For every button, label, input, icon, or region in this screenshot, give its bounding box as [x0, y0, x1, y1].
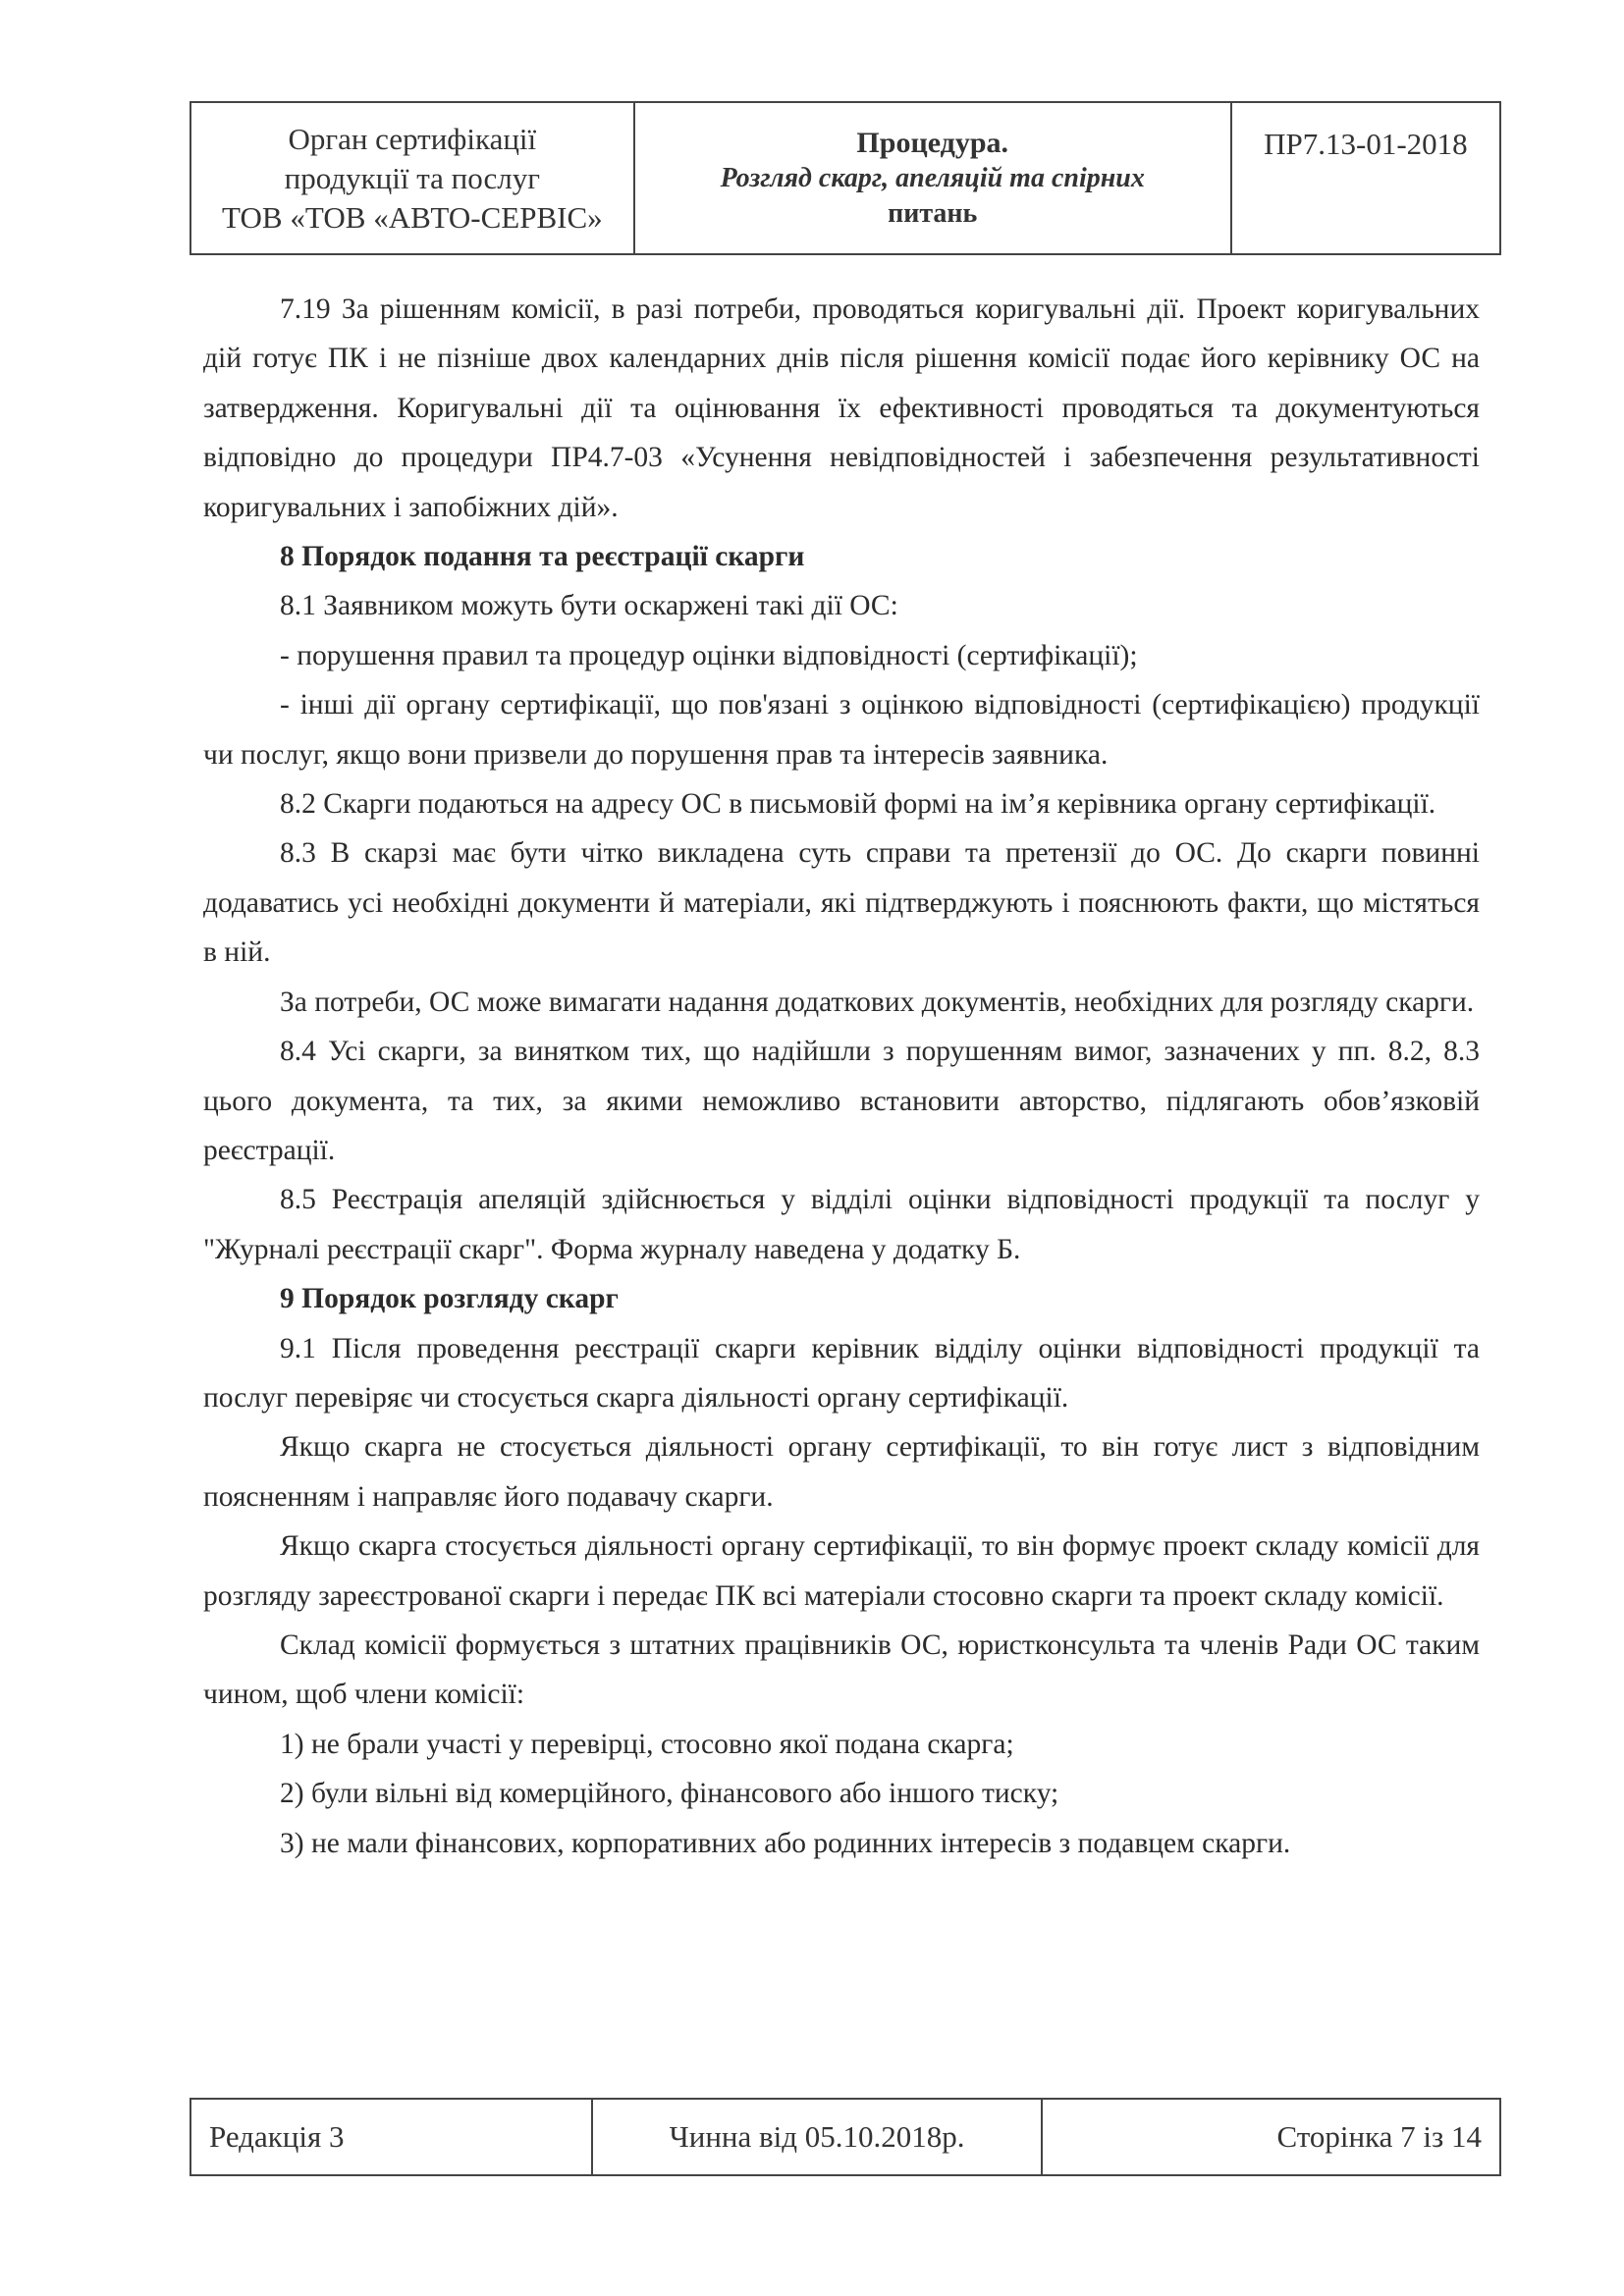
edition-label: Редакція 3 — [209, 2119, 345, 2154]
procedure-subtitle-line1: Розгляд скарг, апеляцій та спірних — [720, 162, 1145, 193]
header-code-cell — [1232, 103, 1499, 253]
paragraph-8-4: 8.4 Усі скарги, за винятком тих, що надійшли з порушенням вимог, зазначених у пп. 8.2, 8.3 цього документа, та тих, за якими неможливо встановити авторство, підлягають обов’язковій реєстрації. — [203, 1036, 1480, 1166]
procedure-title: Процедура. — [856, 126, 1009, 159]
header-title-cell — [635, 103, 1232, 253]
paragraph-9-1-not-related: Якщо скарга не стосується діяльності органу сертифікації, то він готує лист з відповідним поясненням і направляє його подавачу скарги. — [203, 1431, 1480, 1513]
paragraph-8-5: 8.5 Реєстрація апеляцій здійснюється у відділі оцінки відповідності продукції та послуг у "Журналі реєстрації скарг". Форма журналу наведена у додатку Б. — [203, 1184, 1480, 1265]
valid-from-label: Чинна від 05.10.2018р. — [669, 2119, 965, 2154]
paragraph-9-1: 9.1 Після проведення реєстрації скарги керівник відділу оцінки відповідності продукції та послуг перевіряє чи стосується скарга діяльності органу сертифікації. — [203, 1332, 1480, 1414]
procedure-subtitle-line2: питань — [888, 197, 978, 229]
paragraph-9-1-composition: Склад комісії формується з штатних працівників ОС, юристконсульта та членів Ради ОС таким чином, щоб члени комісії: — [203, 1629, 1480, 1711]
list-item-3: 3) не мали фінансових, корпоративних або родинних інтересів з подавцем скарги. — [280, 1827, 1291, 1859]
paragraph-8-1-item-b: - інші дії органу сертифікації, що пов'язані з оцінкою відповідності (сертифікацією) продукції чи послуг, якщо вони призвели до порушення прав та інтересів заявника. — [203, 689, 1480, 771]
org-name-line2: продукції та послуг — [284, 160, 540, 195]
footer-edition-cell — [191, 2100, 593, 2174]
header-organization-cell — [191, 103, 635, 253]
org-name-line3: ТОВ «ТОВ «АВТО-СЕРВІС» — [222, 199, 603, 235]
paragraph-9-1-related: Якщо скарга стосується діяльності органу сертифікації, то він формує проект складу комісії для розгляду зареєстрованої скарги і передає ПК всі матеріали стосовно скарги та проект складу комісії. — [203, 1530, 1480, 1612]
list-item-2: 2) були вільні від комерційного, фінансового або іншого тиску; — [280, 1778, 1059, 1810]
paragraph-8-3: 8.3 В скарзі має бути чітко викладена суть справи та претензії до ОС. До скарги повинні додаватись усі необхідні документи й матеріали, які підтверджують і пояснюють факти, що містяться в ній. — [203, 837, 1480, 969]
section-heading-8: 8 Порядок подання та реєстрації скарги — [280, 541, 805, 573]
footer-page-cell — [1043, 2100, 1499, 2174]
document-body — [203, 285, 1480, 1868]
page-number-label: Сторінка 7 із 14 — [1276, 2119, 1483, 2154]
paragraph-7-19: 7.19 За рішенням комісії, в разі потреби, проводяться коригувальні дії. Проект коригувальних дій готує ПК і не пізніше двох календарних днів після рішення комісії подає його керівнику ОС на затвердження. Коригувальні дії та оцінювання їх ефективності проводяться та документуються відповідно до процедури ПР4.7-03 «Усунення невідповідностей і забезпечення результативності коригувальних і запобіжних дій». — [203, 294, 1480, 523]
paragraph-8-1: 8.1 Заявником можуть бути оскаржені такі дії ОС: — [280, 590, 898, 622]
paragraph-8-1-item-a: - порушення правил та процедур оцінки відповідності (сертифікації); — [280, 639, 1138, 671]
paragraph-8-3-extra: За потреби, ОС може вимагати надання додаткових документів, необхідних для розгляду скарги. — [280, 986, 1475, 1018]
org-name-line1: Орган сертифікації — [288, 121, 537, 156]
header-table — [189, 101, 1501, 255]
section-heading-9: 9 Порядок розгляду скарг — [280, 1283, 619, 1315]
footer-table — [189, 2098, 1501, 2176]
document-code: ПР7.13-01-2018 — [1264, 127, 1468, 161]
paragraph-8-2: 8.2 Скарги подаються на адресу ОС в письмовій формі на ім’я керівника органу сертифікації. — [280, 788, 1436, 821]
footer-valid-cell — [593, 2100, 1044, 2174]
list-item-1: 1) не брали участі у перевірці, стосовно якої подана скарга; — [280, 1728, 1014, 1760]
